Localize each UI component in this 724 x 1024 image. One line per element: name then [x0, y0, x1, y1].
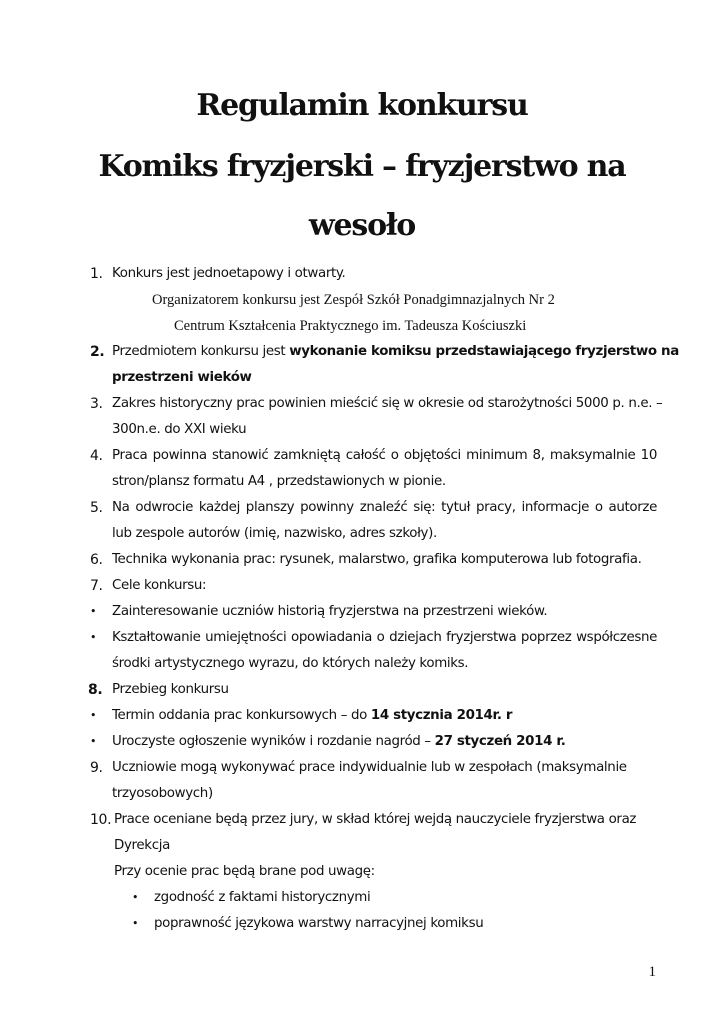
item-3-line-1: Zakres historyczny prac powinien mieścić się w okresie od starożytności 5000 p. n.e. –: [112, 396, 663, 411]
organizer-line-1: Organizatorem konkursu jest Zespół Szkół Ponadgimnazjalnych Nr 2: [152, 292, 555, 308]
bullet-icon: •: [90, 631, 97, 644]
item-9-number: 9.: [90, 760, 103, 776]
item-4-number: 4.: [90, 448, 103, 464]
bullet-icon: •: [90, 735, 97, 748]
goal-2-line-1: Kształtowanie umiejętności opowiadania o dziejach fryzjerstwa poprzez współczesne: [112, 630, 657, 645]
page-number: 1: [648, 964, 656, 980]
item-4-line-1: Praca powinna stanowić zamkniętą całość o objętości minimum 8, maksymalnie 10: [112, 448, 657, 463]
bullet-icon: •: [90, 709, 97, 722]
organizer-line-2: Centrum Kształcenia Praktycznego im. Tadeusza Kościuszki: [174, 318, 527, 334]
goal-1-text: Zainteresowanie uczniów historią fryzjerstwa na przestrzeni wieków.: [112, 604, 548, 619]
item-10-line-3: Przy ocenie prac będą brane pod uwagę:: [114, 864, 375, 879]
deadline-line: [112, 707, 512, 725]
bullet-icon: •: [132, 891, 139, 904]
item-6-number: 6.: [90, 552, 103, 568]
item-8-number: 8.: [88, 682, 103, 698]
item-2-line-2: przestrzeni wieków: [112, 370, 252, 385]
item-5-line-2: lub zespole autorów (imię, nazwisko, adres szkoły).: [112, 526, 437, 541]
item-5-number: 5.: [90, 500, 103, 516]
item-1-text: Konkurs jest jednoetapowy i otwarty.: [112, 266, 346, 281]
item-10-line-1: Prace oceniane będą przez jury, w skład której wejdą nauczyciele fryzjerstwa oraz: [114, 812, 637, 827]
item-7-text: Cele konkursu:: [112, 578, 207, 593]
title-line-2: Komiks fryzjerski – fryzjerstwo na: [98, 149, 626, 184]
item-3-number: 3.: [90, 396, 103, 412]
item-6-text: Technika wykonania prac: rysunek, malarstwo, grafika komputerowa lub fotografia.: [112, 552, 642, 567]
title-line-3: wesoło: [308, 208, 416, 243]
deadline-date: 14 stycznia 2014r. r: [370, 708, 513, 723]
results-text: Uroczyste ogłoszenie wyników i rozdanie nagród –: [112, 734, 435, 749]
criterion-2: poprawność językowa warstwy narracyjnej komiksu: [154, 916, 484, 931]
item-8-text: Przebieg konkursu: [112, 682, 229, 697]
item-5-line-1: Na odwrocie każdej planszy powinny znaleźć się: tytuł pracy, informacje o autorze: [112, 500, 657, 515]
criterion-1: zgodność z faktami historycznymi: [154, 890, 371, 905]
title-line-1: Regulamin konkursu: [196, 88, 528, 123]
item-9-line-1: Uczniowie mogą wykonywać prace indywidualnie lub w zespołach (maksymalnie: [112, 760, 627, 775]
item-4-line-2: stron/plansz formatu A4 , przedstawionych w pionie.: [112, 474, 446, 489]
item-1-number: 1.: [90, 266, 103, 282]
item-10-number: 10.: [90, 812, 112, 828]
goal-2-line-2: środki artystycznego wyrazu, do których należy komiks.: [112, 656, 469, 671]
item-2-text: Przedmiotem konkursu jest: [112, 344, 290, 359]
item-2-line-1: [112, 343, 679, 361]
bullet-icon: •: [90, 605, 97, 618]
item-7-number: 7.: [90, 578, 103, 594]
bullet-icon: •: [132, 917, 139, 930]
deadline-text: Termin oddania prac konkursowych – do: [112, 708, 371, 723]
item-3-line-2: 300n.e. do XXI wieku: [112, 422, 247, 437]
item-10-line-2: Dyrekcja: [114, 838, 170, 853]
item-2-number: 2.: [90, 344, 105, 360]
results-line: [112, 733, 565, 751]
item-9-line-2: trzyosobowych): [112, 786, 213, 801]
results-date: 27 styczeń 2014 r.: [434, 734, 566, 749]
item-2-bold: wykonanie komiksu przedstawiającego fryzjerstwo na: [289, 344, 679, 359]
